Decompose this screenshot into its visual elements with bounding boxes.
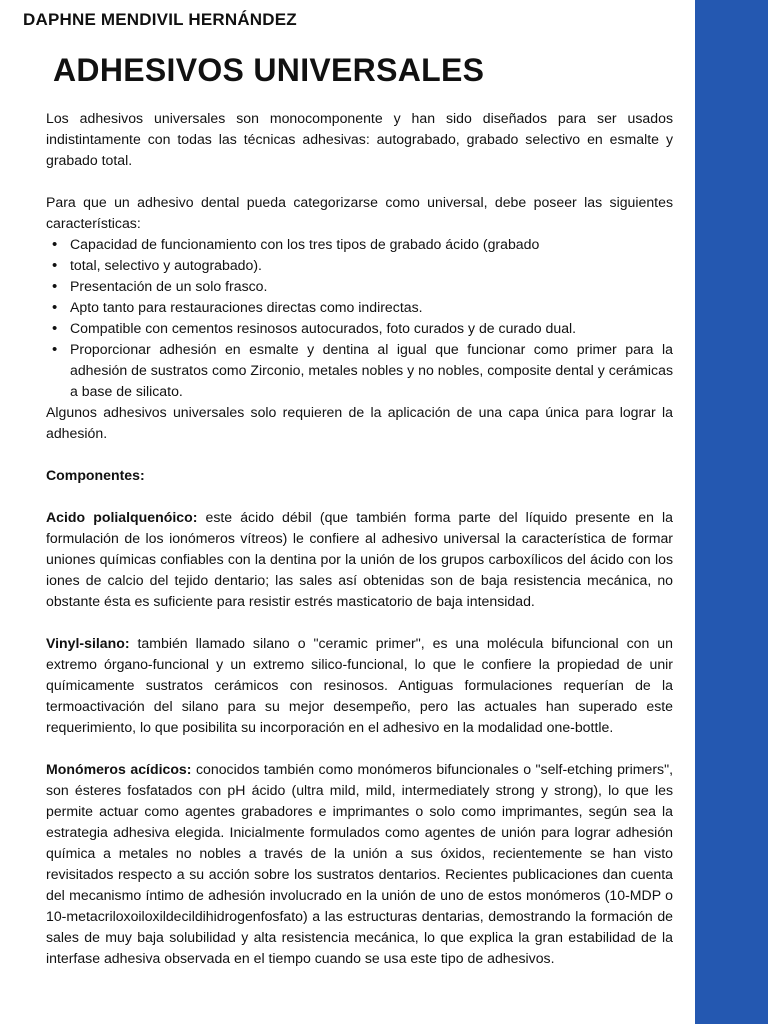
component-polyalkenoic	[46, 507, 673, 612]
component-acidic-monomers	[46, 759, 673, 969]
page-title: ADHESIVOS UNIVERSALES	[53, 52, 485, 88]
list-item: • Capacidad de funcionamiento con los tres tipos de grabado ácido (grabado	[70, 234, 673, 255]
component-term: Acido polialquenóico:	[46, 509, 198, 525]
components-heading: Componentes:	[46, 467, 145, 483]
list-item: • total, selectivo y autograbado).	[70, 255, 673, 276]
component-term: Monómeros acídicos:	[46, 761, 192, 777]
component-text: conocidos también como monómeros bifuncionales o "self-etching primers", son ésteres fosfatados con pH ácido (ultra mild, mild, intermediately strong y strong), lo que les permite actuar como agentes grabadores e imprimantes o solo como imprimantes, según sea la estrategia adhesiva elegida. Inicialmente formulados como agentes de unión para lograr adhesión química a metales no nobles a través de la unión a sus óxidos, recientemente se han visto revisitados respecto a su acción sobre los sustratos dentarios. Recientes publicaciones dan cuenta del mecanismo íntimo de adhesión involucrado en la unión de uno de estos monómeros (10-MDP o 10-metacriloxoiloxildecildihidrogenfosfato) a las estructuras dentarias, demostrando la formación de sales de muy baja solubilidad y alta resistencia mecánica, lo que explica la gran estabilidad de la interfase adhesiva observada en el tiempo cuando se usa este tipo de adhesivos.	[46, 761, 673, 966]
component-vinyl-silane	[46, 633, 673, 738]
side-accent-bar	[695, 0, 768, 1024]
single-layer-paragraph: Algunos adhesivos universales solo requieren de la aplicación de una capa única para lograr la adhesión.	[46, 404, 673, 441]
list-item: • Presentación de un solo frasco.	[70, 276, 673, 297]
author-name: DAPHNE MENDIVIL HERNÁNDEZ	[23, 10, 297, 29]
intro-paragraph: Los adhesivos universales son monocomponente y han sido diseñados para ser usados indistintamente con todas las técnicas adhesivas: autograbado, grabado selectivo en esmalte y grabado total.	[46, 110, 673, 168]
list-item: • Apto tanto para restauraciones directas como indirectas.	[70, 297, 673, 318]
component-term: Vinyl-silano:	[46, 635, 130, 651]
component-text: también llamado silano o "ceramic primer", es una molécula bifuncional con un extremo órgano-funcional y un extremo silico-funcional, lo que le confiere la propiedad de unir químicamente sustratos cerámicos con resinosos. Antiguas formulaciones requerían de la termoactivación del silano para su mejor desempeño, pero las actuales han superado este requerimiento, lo que posibilita su incorporación en el adhesivo en la modalidad one-bottle.	[46, 635, 673, 735]
criteria-paragraph: Para que un adhesivo dental pueda categorizarse como universal, debe poseer las siguientes características:	[46, 194, 673, 231]
component-text: este ácido débil (que también forma parte del líquido presente en la formulación de los ionómeros vítreos) le confiere al adhesivo universal la característica de formar uniones químicas confiables con la dentina por la unión de los grupos carboxílicos del ácido con los iones de calcio del tejido dentario; las sales así obtenidas son de baja resistencia mecánica, no obstante ésta es suficiente para resistir estrés masticatorio de baja intensidad.	[46, 509, 673, 609]
features-list	[46, 234, 673, 402]
document-body	[46, 108, 673, 969]
list-item: • Proporcionar adhesión en esmalte y dentina al igual que funcionar como primer para la adhesión de sustratos como Zirconio, metales nobles y no nobles, composite dental y cerámicas a base de silicato.	[70, 339, 673, 402]
list-item: • Compatible con cementos resinosos autocurados, foto curados y de curado dual.	[70, 318, 673, 339]
